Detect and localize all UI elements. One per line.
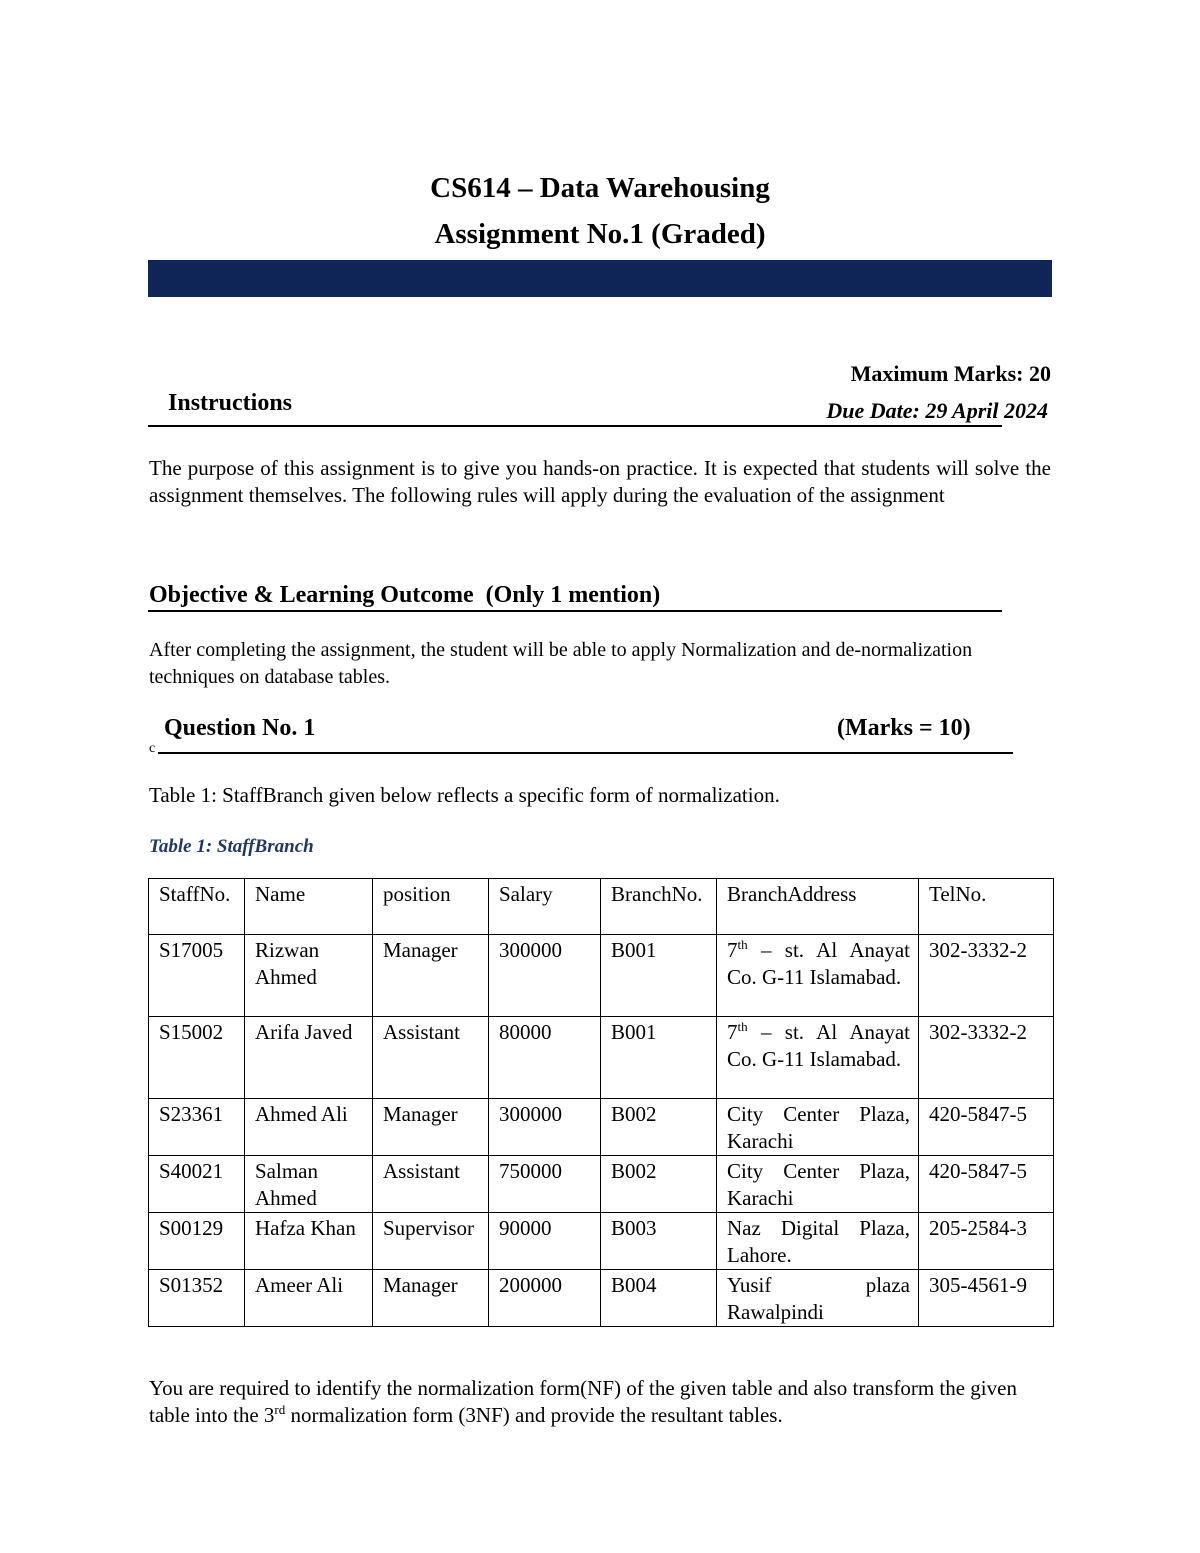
table-row [149, 1017, 1054, 1099]
table-cell: Manager [373, 1270, 489, 1327]
table-cell: B004 [601, 1270, 717, 1327]
table-row [149, 1099, 1054, 1156]
header-cell: Salary [489, 879, 601, 935]
table-cell: B002 [601, 1156, 717, 1213]
table-cell: Rizwan Ahmed [245, 935, 373, 1017]
header-cell: position [373, 879, 489, 935]
table-cell: Assistant [373, 1017, 489, 1099]
table-cell: Hafza Khan [245, 1213, 373, 1270]
document-title: CS614 – Data Warehousing [430, 172, 770, 204]
table-row [149, 1156, 1054, 1213]
stray-character: c [149, 741, 156, 756]
table-cell: Salman Ahmed [245, 1156, 373, 1213]
staff-branch-table [148, 878, 1054, 1327]
divider [148, 610, 1002, 612]
table-cell: 7th – st. Al Anayat Co. G-11 Islamabad. [717, 1017, 919, 1099]
header-cell: TelNo. [919, 879, 1054, 935]
table-description: Table 1: StaffBranch given below reflects a specific form of normalization. [149, 783, 780, 807]
table-cell: 300000 [489, 935, 601, 1017]
table-cell: Supervisor [373, 1213, 489, 1270]
task-paragraph [149, 1375, 1051, 1429]
objective-heading: Objective & Learning Outcome (Only 1 mention) [149, 582, 661, 608]
table-cell: Arifa Javed [245, 1017, 373, 1099]
table-cell: 302-3332-2 [919, 1017, 1054, 1099]
table-cell: 7th – st. Al Anayat Co. G-11 Islamabad. [717, 935, 919, 1017]
table-cell: S17005 [149, 935, 245, 1017]
divider [148, 425, 1002, 427]
table-cell: 420-5847-5 [919, 1156, 1054, 1213]
header-cell: BranchNo. [601, 879, 717, 935]
table-cell: S40021 [149, 1156, 245, 1213]
table-cell: 90000 [489, 1213, 601, 1270]
task-text: You are required to identify the normalization form(NF) of the given table and also transform the given table into the 3 [149, 1376, 1017, 1427]
table-cell: Manager [373, 935, 489, 1017]
instructions-heading: Instructions [168, 390, 293, 416]
table-caption: Table 1: StaffBranch [149, 836, 314, 857]
table-cell: Ahmed Ali [245, 1099, 373, 1156]
table-cell: 300000 [489, 1099, 601, 1156]
table-cell: B002 [601, 1099, 717, 1156]
table-row [149, 935, 1054, 1017]
question-heading: Question No. 1 [164, 715, 316, 741]
table-cell: Assistant [373, 1156, 489, 1213]
due-date: Due Date: 29 April 2024 [826, 398, 1048, 423]
table-cell: S15002 [149, 1017, 245, 1099]
table-cell: Ameer Ali [245, 1270, 373, 1327]
table-cell: B001 [601, 935, 717, 1017]
table-cell: S00129 [149, 1213, 245, 1270]
table-cell: B001 [601, 1017, 717, 1099]
table-header-row [149, 879, 1054, 935]
table-cell: 305-4561-9 [919, 1270, 1054, 1327]
header-cell: StaffNo. [149, 879, 245, 935]
table-cell: Naz Digital Plaza, Lahore. [717, 1213, 919, 1270]
table-cell: B003 [601, 1213, 717, 1270]
table-cell: 420-5847-5 [919, 1099, 1054, 1156]
header-bar [148, 260, 1052, 297]
header-cell: BranchAddress [717, 879, 919, 935]
purpose-paragraph: The purpose of this assignment is to give you hands-on practice. It is expected that students will solve the assignment themselves. The following rules will apply during the evaluation of the assignment [149, 456, 1051, 507]
document-subtitle: Assignment No.1 (Graded) [434, 218, 766, 250]
table-cell: 750000 [489, 1156, 601, 1213]
table-cell: 302-3332-2 [919, 935, 1054, 1017]
objective-paragraph: After completing the assignment, the student will be able to apply Normalization and de-normalization techniques on database tables. [149, 639, 973, 688]
table-cell: City Center Plaza, Karachi [717, 1099, 919, 1156]
maximum-marks: Maximum Marks: 20 [850, 361, 1051, 386]
table-cell: 205-2584-3 [919, 1213, 1054, 1270]
header-cell: Name [245, 879, 373, 935]
table-row [149, 1213, 1054, 1270]
table-cell: Yusif plaza Rawalpindi [717, 1270, 919, 1327]
table-cell: 200000 [489, 1270, 601, 1327]
divider [158, 752, 1013, 754]
question-marks: (Marks = 10) [837, 715, 971, 741]
table-row [149, 1270, 1054, 1327]
ordinal-suffix: rd [274, 1402, 286, 1417]
table-cell: 80000 [489, 1017, 601, 1099]
table-cell: S23361 [149, 1099, 245, 1156]
table-cell: S01352 [149, 1270, 245, 1327]
task-text: normalization form (3NF) and provide the resultant tables. [285, 1403, 783, 1427]
table-cell: City Center Plaza, Karachi [717, 1156, 919, 1213]
table-cell: Manager [373, 1099, 489, 1156]
